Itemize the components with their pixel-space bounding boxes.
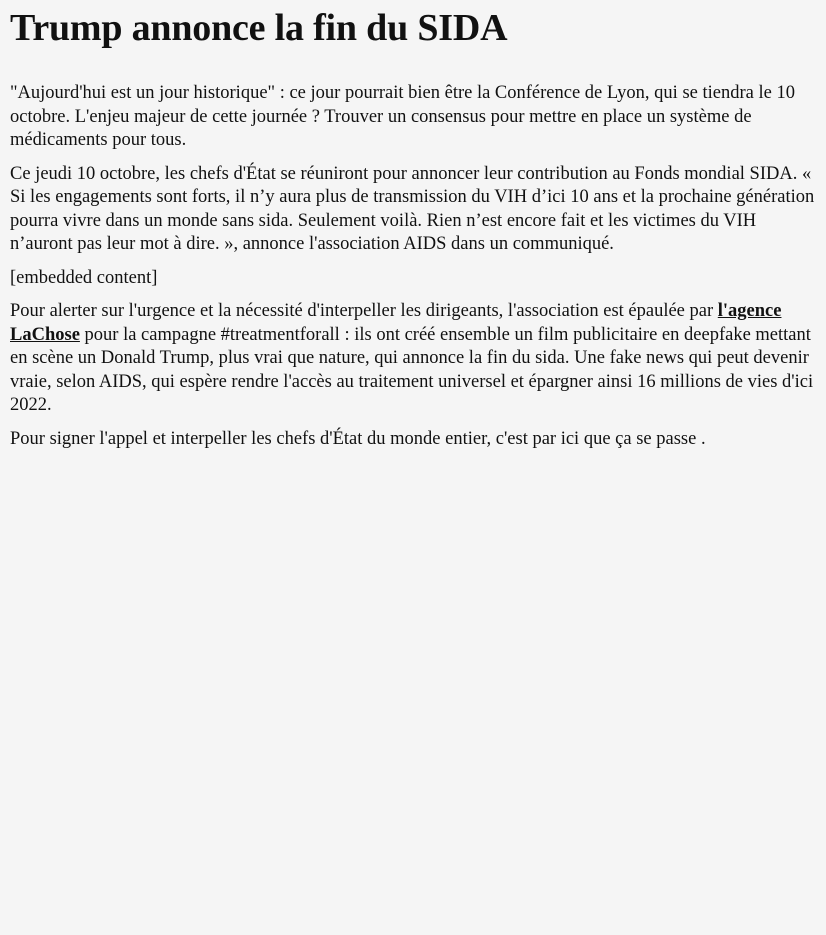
paragraph-campaign [10, 300, 816, 418]
paragraph-conference: Ce jeudi 10 octobre, les chefs d'État se réuniront pour annoncer leur contribution au Fonds mondial SIDA. « Si les engagements sont forts, il n’y aura plus de transmission du VIH d’ici 10 ans et la prochaine génération pourra vivre dans un monde sans sida. Seulement voilà. Rien n’est encore fait et les victimes du VIH n’auront pas leur mot à dire. », annonce l'association AIDS dans un communiqué. [10, 163, 815, 254]
paragraph-campaign-text-after: pour la campagne #treatmentforall : ils ont créé ensemble un film publicitaire en deepfake mettant en scène un Donald Trump, plus vrai que nature, qui annonce la fin du sida. Une fake news qui peut devenir vraie, selon AIDS, qui espère rendre l'accès au traitement universel et épargner ainsi 16 millions de vies d'ici 2022. [10, 324, 814, 415]
embedded-content-placeholder: [embedded content] [10, 267, 158, 288]
paragraph-intro: "Aujourd'hui est un jour historique" : ce jour pourrait bien être la Conférence de Lyon, qui se tiendra le 10 octobre. L'enjeu majeur de cette journée ? Trouver un consensus pour mettre en place un système de médicaments pour tous. [10, 83, 795, 150]
link-agence[interactable]: l'agence [717, 301, 782, 321]
article-title: Trump annonce la fin du SIDA [10, 7, 508, 49]
paragraph-campaign-text-before: Pour alerter sur l'urgence et la nécessité d'interpeller les dirigeants, l'association est épaulée par [10, 301, 718, 321]
article [0, 0, 826, 451]
link-lachose[interactable]: LaChose [10, 324, 80, 345]
paragraph-call-to-action: Pour signer l'appel et interpeller les chefs d'État du monde entier, c'est par ici que ça se passe . [10, 428, 706, 449]
